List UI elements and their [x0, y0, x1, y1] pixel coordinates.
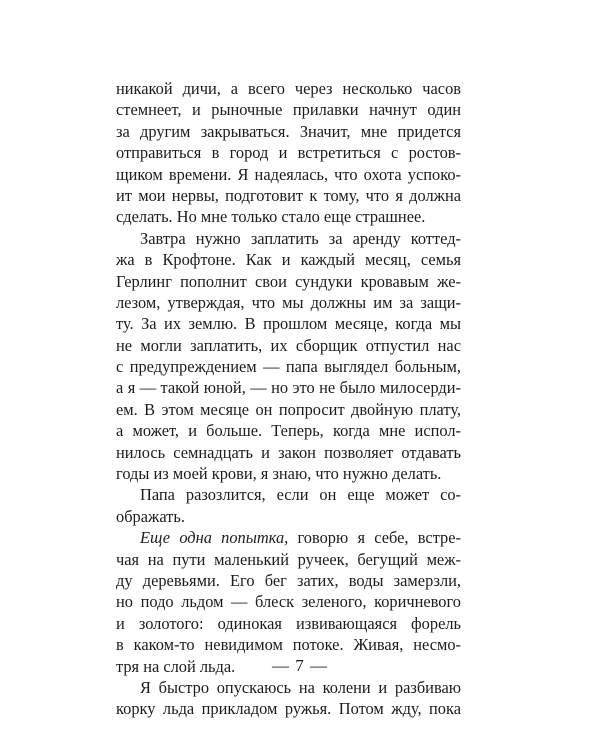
text-line: тря на слой льда.: [116, 656, 236, 676]
text-line: Я быстро опускаюсь на колени и разбиваю: [140, 677, 461, 697]
text-line: Герлинг пополнит свои сундуки кровавым же-: [116, 271, 461, 291]
text-line: нилось семнадцать и закон позволяет отдавать: [116, 442, 461, 462]
text-line: лезом, утверждая, что мы должны им за защи-: [116, 292, 461, 312]
italic-phrase: Еще одна попытка,: [140, 528, 289, 548]
text-line: сделать. Но мне только стало еще страшнее.: [116, 207, 426, 227]
text-line: но подо льдом — блеск зеленого, коричневого: [116, 592, 461, 612]
paragraph: [116, 527, 461, 677]
page-number: — 7 —: [272, 656, 328, 675]
paragraph: [116, 228, 461, 485]
paragraph: [116, 677, 461, 720]
text-line: Папа разозлится, если он еще может со-: [140, 485, 461, 505]
text-line: и золотого: одинокая извивающаяся форель: [116, 613, 461, 633]
body-text: [116, 78, 461, 720]
paragraph: [116, 484, 461, 527]
text-line: отправиться в город и встретиться с ростов-: [116, 143, 461, 163]
text-line: ту. За их землю. В прошлом месяце, когда мы: [116, 314, 461, 334]
paragraph: [116, 78, 461, 228]
text-line: ду деревьями. Его бег затих, воды замерзли,: [116, 570, 461, 590]
text-fragment: говорю я себе, встре-: [288, 528, 461, 548]
text-line: а я — такой юной, — но это не было милосерди-: [116, 378, 461, 398]
text-line: за другим закрываться. Значит, мне придется: [116, 121, 461, 141]
text-line: с предупреждением — папа выглядел больным,: [116, 357, 461, 377]
text-line: Завтра нужно заплатить за аренду коттед-: [140, 228, 461, 248]
text-line: щиком времени. Я надеялась, что охота успоко-: [116, 164, 461, 184]
text-line: ем. В этом месяце он попросит двойную плату,: [116, 399, 461, 419]
text-line: не могли заплатить, их сборщик отпустил нас: [116, 335, 461, 355]
text-line: жа в Крофтоне. Как и каждый месяц, семья: [116, 250, 461, 270]
text-line: годы из моей крови, я знаю, что нужно делать.: [116, 464, 442, 484]
text-line: ображать.: [116, 506, 185, 526]
text-line: в каком-то невидимом потоке. Живая, несмо-: [116, 635, 461, 655]
text-line: стемнеет, и рыночные прилавки начнут один: [116, 100, 461, 120]
text-line: ит мои нервы, подготовит к тому, что я должна: [116, 185, 461, 205]
text-line: [116, 527, 461, 548]
text-line: никакой дичи, а всего через несколько часов: [116, 79, 461, 98]
text-line: корку льда прикладом ружья. Потом жду, пока: [116, 699, 461, 719]
text-line: а может, и больше. Теперь, когда мне испол-: [116, 421, 461, 441]
text-line: чая на пути маленький ручеек, бегущий меж-: [116, 549, 461, 569]
